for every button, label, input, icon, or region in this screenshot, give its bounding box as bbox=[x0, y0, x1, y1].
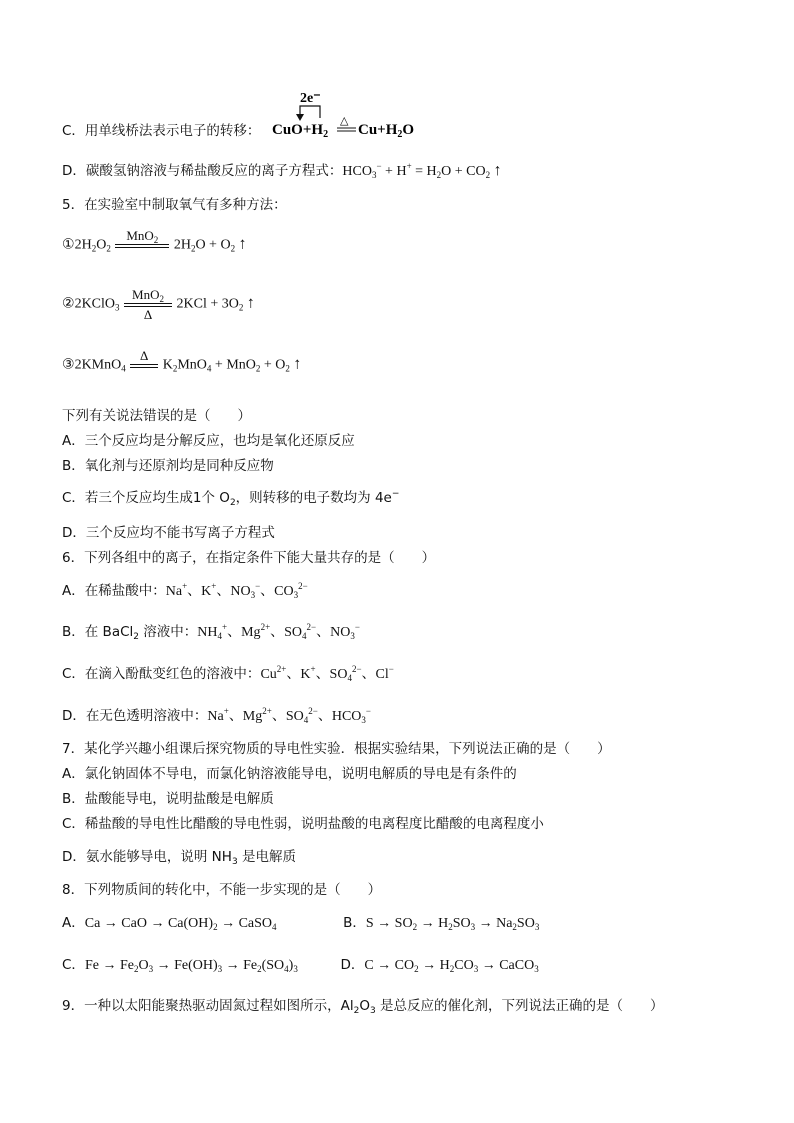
product-text: $Cu+H_2O$ bbox=[358, 122, 415, 140]
q4-option-d bbox=[62, 162, 502, 181]
q5r1-condition: MnO$_2$ bbox=[115, 228, 169, 263]
q8-options-cd: C．$Fe \to Fe_2O_3 \to Fe(OH)_3 \to Fe_2(SO_4)_3$ D．$C \to CO_2 \to H_2CO_3$ → CaCO$_3$ bbox=[62, 957, 539, 974]
q8-options-ab: A．Ca → CaO → $Ca(OH)_2$ → CaSO$_4$ B．$S \to SO_2 \to H_2SO_3 \to Na_2SO_3$ bbox=[62, 915, 540, 932]
q4d-label: D．碳酸氢钠溶液与稀盐酸反应的离子方程式： bbox=[62, 163, 343, 179]
q5r3-condition: Δ bbox=[130, 348, 158, 383]
q9-stem: 9．一种以太阳能聚热驱动固氮过程如图所示，$Al_2O_3$ 是总反应的催化剂，下列说法正确的是（ ） bbox=[62, 998, 664, 1016]
q5-stem: 5．在实验室中制取氧气有多种方法： bbox=[62, 197, 287, 213]
q4d-equation: $HCO_3^- + H^+ = H_2O + CO_2$ ↑ bbox=[342, 161, 502, 180]
q6-option-b: B．在 BaCl$_2$ 溶液中：$NH_4^+$、$Mg^{2+}$、$SO_4^{2-}$、$NO_3^-$ bbox=[62, 622, 360, 642]
bridge-arrowhead bbox=[296, 114, 304, 121]
q7-stem: 7．某化学兴趣小组课后探究物质的导电性实验．根据实验结果，下列说法正确的是（ ） bbox=[62, 741, 611, 757]
q5-option-a: A．三个反应均是分解反应，也均是氧化还原反应 bbox=[62, 433, 355, 449]
q6-option-d: D．在无色透明溶液中：Na+、$Mg^{2+}$、$SO_4^{2-}$、$HCO_3^-$ bbox=[62, 706, 371, 725]
bridge-line bbox=[300, 106, 320, 118]
q6-option-a: A．在稀盐酸中：Na+、K+、$NO_3^-$、$CO_3^{2-}$ bbox=[62, 581, 308, 600]
q5-option-b: B．氧化剂与还原剂均是同种反应物 bbox=[62, 458, 274, 474]
q6-stem: 6．下列各组中的离子，在指定条件下能大量共存的是（ ） bbox=[62, 550, 436, 566]
q4c-label: C．用单线桥法表示电子的转移： bbox=[62, 123, 261, 139]
q5-ask: 下列有关说法错误的是（ ） bbox=[62, 408, 251, 424]
q6-option-c: C．在滴入酚酞变红色的溶液中：$Cu^{2+}$、K+、$SO_4^{2-}$、Cl− bbox=[62, 664, 394, 683]
q7-option-b: B．盐酸能导电，说明盐酸是电解质 bbox=[62, 791, 274, 807]
q5r2-condition: MnO$_2$ Δ bbox=[124, 287, 172, 322]
q7-option-d: D．氨水能够导电，说明 $NH_3$ 是电解质 bbox=[62, 849, 296, 867]
q7-option-a: A．氯化钠固体不导电，而氯化钠溶液能导电，说明电解质的导电是有条件的 bbox=[62, 766, 517, 782]
q5-reaction-2: ②2KClO$_3$ MnO$_2$ Δ $2KCl + 3O_2$ ↑ bbox=[62, 287, 255, 322]
electron-count: 2e⁻ bbox=[300, 91, 321, 106]
q5-reaction-1: $①2H_2O_2$ MnO$_2$ $2H_2O + O_2$ ↑ bbox=[62, 228, 247, 263]
q5-option-d: D．三个反应均不能书写离子方程式 bbox=[62, 525, 275, 541]
reaction-text: $CuO+H_2$ bbox=[272, 122, 329, 140]
q4-option-c bbox=[62, 122, 260, 140]
electron-bridge-diagram bbox=[270, 88, 430, 140]
heat-symbol: △ bbox=[340, 114, 349, 127]
q5-option-c: C．若三个反应均生成1个 $O_2$，则转移的电子数均为 4e− bbox=[62, 489, 400, 508]
q8-stem: 8．下列物质间的转化中，不能一步实现的是（ ） bbox=[62, 882, 382, 898]
q7-option-c: C．稀盐酸的导电性比醋酸的导电性弱，说明盐酸的电离程度比醋酸的电离程度小 bbox=[62, 816, 544, 832]
q5-reaction-3: ③2KMnO$_4$ Δ $K_2MnO_4 + MnO_2 + O_2$ ↑ bbox=[62, 348, 301, 383]
